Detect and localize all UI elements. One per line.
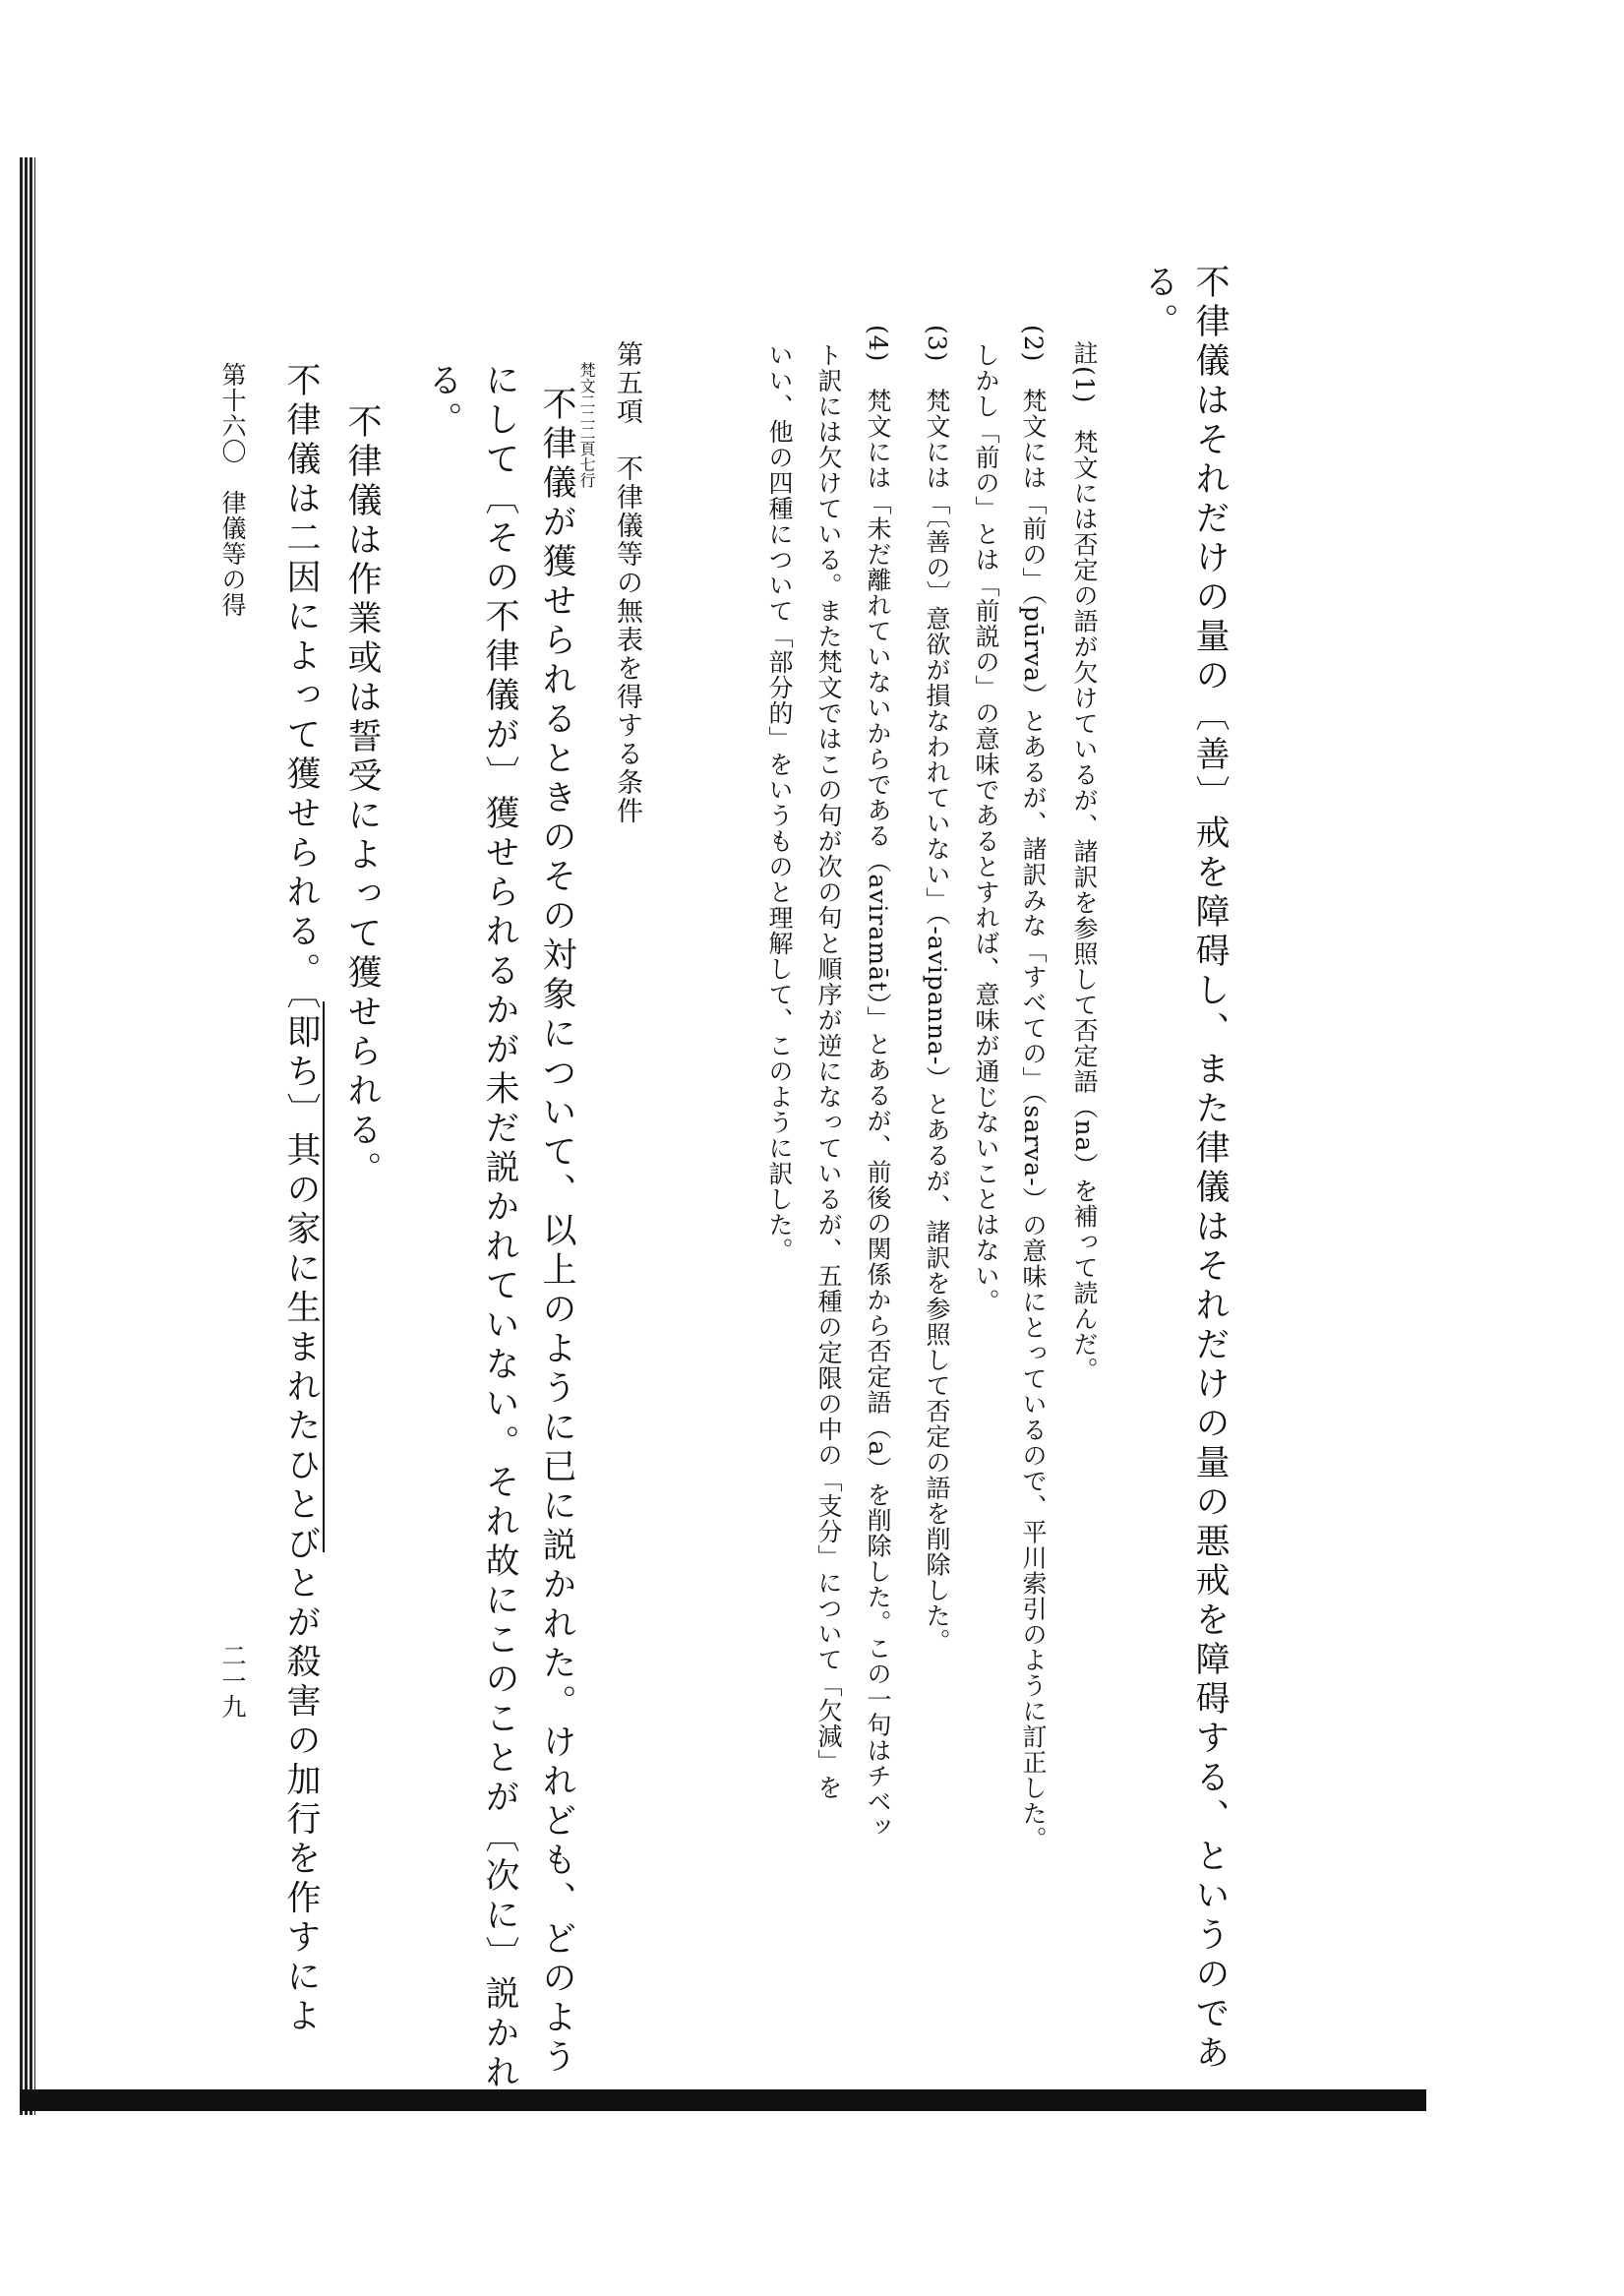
note-2-continued: しかし「前の」とは「前説の」の意味であるとすれば、意味が通じないことはない。	[972, 342, 1000, 1314]
page-number: 二一九	[218, 1643, 247, 1720]
text-column-body-1: 不律儀が獲せられるときのその対象について、以上のように已に説かれた。けれども、どのよう	[537, 386, 576, 2078]
text-column-1: 不律儀はそれだけの量の〔善〕戒を障碍し、また律儀はそれだけの量の悪戒を障碍する、というのであ	[1190, 264, 1230, 2074]
note-1: 註(1) 梵文には否定の語が欠けているが、諸訳を参照して否定語（na）を補って読んだ。	[1070, 340, 1099, 1383]
note-4-continued-2: いい、他の四種について「部分的」をいうものと理解して、このように訳した。	[765, 342, 794, 1263]
note-4-continued: ト訳には欠けている。また梵文ではこの句が次の句と順序が逆になっているが、五種の定限の中の「支分」について「欠減」を	[814, 342, 843, 1800]
note-4: (4) 梵文には「未だ離れていないからである（aviramāt）」とあるが、前後の関係から否定語（a）を削除した。この一句はチベッ	[864, 325, 892, 1841]
section-heading: 第五項 不律儀等の無表を得する条件	[612, 340, 642, 825]
source-reference: 梵文二二二頁七行	[577, 362, 596, 488]
text-column-body-3: る。	[423, 362, 462, 441]
emphasis-sideline	[323, 1001, 325, 1552]
verse-line: 不律儀は作業或は誓受によって獲せられる。	[342, 403, 382, 1190]
note-2: (2) 梵文には「前の」（pūrva）とあるが、諸訳みな「すべての」（sarva-）の意味にとっているので、平川索引のように訂正した。	[1019, 325, 1048, 1852]
note-3: (3) 梵文には「〔善の〕意欲が損なわれていない」（-avipanna-）とあるが、諸訳を参照して否定の語を削除した。	[923, 325, 951, 1655]
page-binding-edge	[20, 157, 35, 2115]
running-head: 第十六〇 律儀等の得	[218, 362, 247, 618]
text-column-2: る。	[1139, 264, 1178, 342]
text-column-body-2: にして〔その不律儀が〕獲せられるかが未だ説かれていない。それ故にこのことが〔次に〕説かれ	[480, 362, 519, 2093]
bottom-rule	[20, 2089, 1426, 2111]
commentary-line: 不律儀は二因によって獲せられる。〔即ち〕其の家に生まれたひとびとが殺害の加行を作すによ	[281, 362, 321, 2037]
